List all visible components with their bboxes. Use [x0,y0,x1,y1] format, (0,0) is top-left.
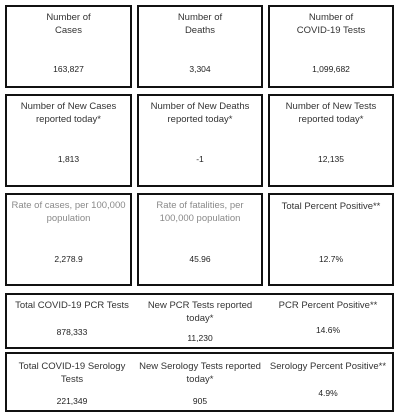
tile-value: 12,135 [318,154,344,164]
tile-label: Number of New Cases reported today* [20,101,117,125]
pcr-percent-label: PCR Percent Positive** [278,300,378,311]
serology-new-cell[interactable] [137,354,263,410]
tile-label: Number of COVID-19 Tests [296,12,366,36]
tile-rate-of-fatalities[interactable] [137,193,263,286]
serology-percent-cell[interactable] [265,354,391,410]
tile-rate-of-cases[interactable] [5,193,132,286]
pcr-total-value: 878,333 [56,327,88,337]
tile-number-of-tests[interactable] [268,5,394,88]
tile-number-of-cases[interactable] [5,5,132,88]
pcr-new-label: New PCR Tests reported today* [147,300,253,324]
serology-new-label: New Serology Tests reported today* [139,361,261,385]
tile-value: 1,813 [57,154,80,164]
serology-new-value: 905 [192,396,208,406]
tile-total-percent-positive[interactable] [268,193,394,286]
pcr-tests-panel [5,293,394,349]
tile-label: Number of Cases [46,12,91,36]
tile-value: 2,278.9 [54,254,83,264]
tile-label: Number of New Tests reported today* [285,101,377,125]
serology-percent-value: 4.9% [318,388,338,398]
pcr-new-cell[interactable] [137,295,263,347]
pcr-total-label: Total COVID-19 PCR Tests [15,300,129,311]
tile-value: 45.96 [189,254,211,264]
tile-label: Rate of cases, per 100,000 population [11,200,126,224]
serology-tests-panel [5,352,394,412]
pcr-percent-value: 14.6% [315,325,341,335]
tile-label: Rate of fatalities, per 100,000 population [156,200,244,224]
tile-label: Total Percent Positive** [281,201,381,212]
serology-total-value: 221,349 [56,396,88,406]
tile-value: 163,827 [53,64,84,74]
tile-label: Number of New Deaths reported today* [150,101,250,125]
serology-percent-label: Serology Percent Positive** [269,361,387,372]
serology-total-label: Total COVID-19 Serology Tests [18,361,126,385]
pcr-percent-cell[interactable] [265,295,391,347]
pcr-new-value: 11,230 [187,333,213,343]
serology-total-cell[interactable] [9,354,135,410]
tile-value: 12.7% [318,254,344,264]
tile-new-tests-today[interactable] [268,94,394,187]
tile-label: Number of Deaths [177,12,223,36]
tile-new-deaths-today[interactable] [137,94,263,187]
tile-value: 1,099,682 [312,64,350,74]
pcr-total-cell[interactable] [9,295,135,347]
tile-number-of-deaths[interactable] [137,5,263,88]
tile-value: -1 [196,154,204,164]
tile-new-cases-today[interactable] [5,94,132,187]
tile-value: 3,304 [189,64,211,74]
